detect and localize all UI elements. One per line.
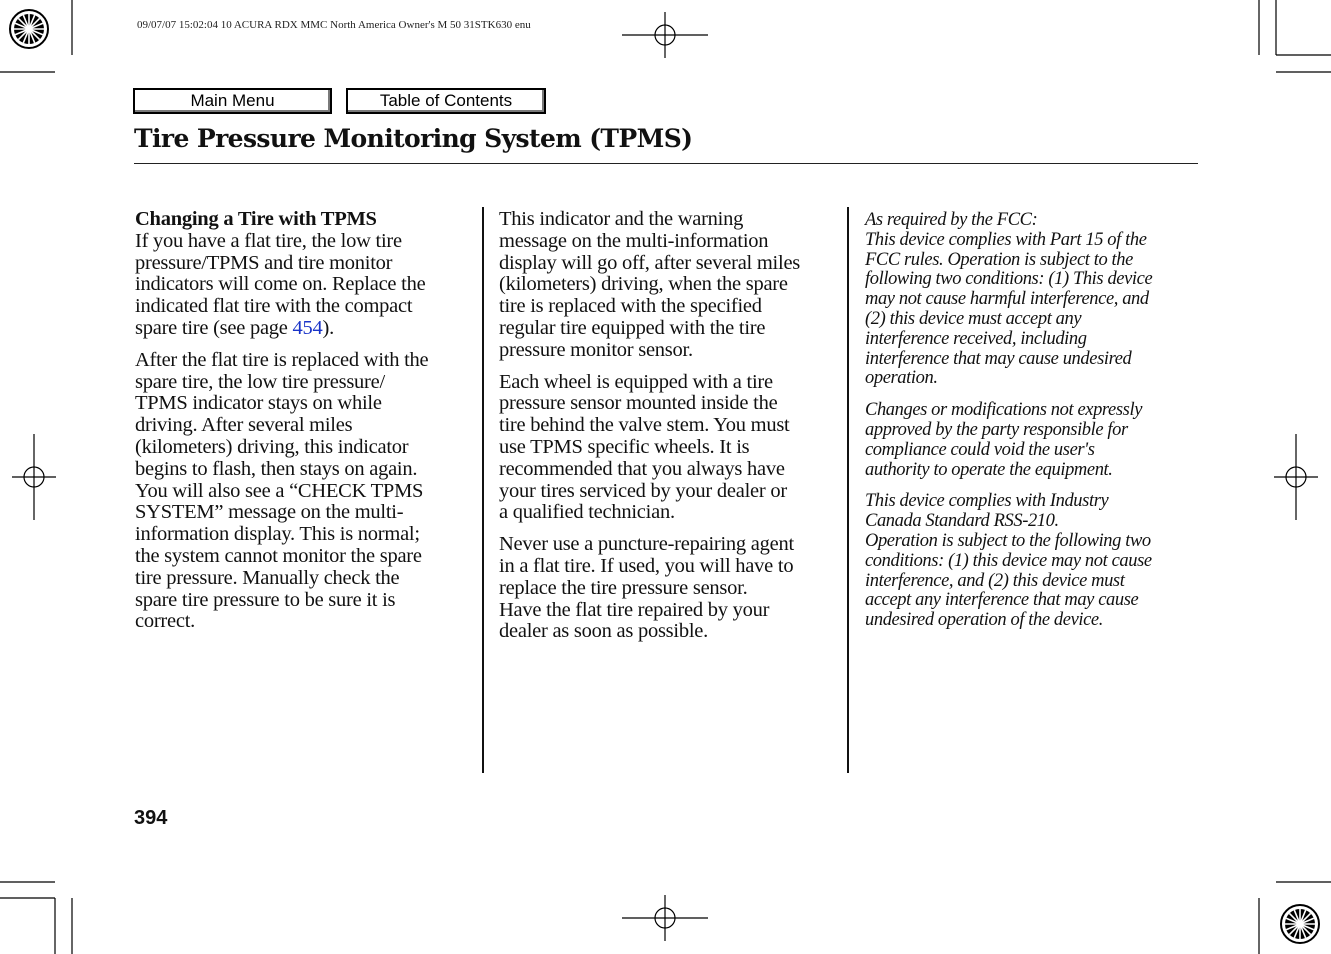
- text-line: display will go off, after several miles: [499, 251, 801, 274]
- star-target-top-left: [10, 10, 48, 48]
- text-line: your tires serviced by your dealer or: [499, 479, 787, 502]
- text-line: use TPMS specific wheels. It is: [499, 435, 750, 458]
- text-line: interference that may cause undesired: [865, 348, 1132, 369]
- text-line: (kilometers) driving, when the spare: [499, 273, 788, 296]
- text-line: conditions: (1) this device may not cause: [865, 550, 1152, 571]
- text-line: the system cannot monitor the spare: [135, 544, 422, 567]
- text-line: FCC rules. Operation is subject to the: [865, 249, 1133, 270]
- text-line: operation.: [865, 368, 938, 389]
- section-heading: Changing a Tire with TPMS: [135, 208, 377, 230]
- page-title: Tire Pressure Monitoring System (TPMS): [134, 124, 693, 153]
- star-target-bottom-right: [1281, 905, 1319, 943]
- column-divider-1: [482, 207, 484, 773]
- text-line: correct.: [135, 610, 196, 633]
- title-divider: [134, 163, 1198, 164]
- text-line: pressure sensor mounted inside the: [499, 392, 778, 415]
- text-line: undesired operation of the device.: [865, 610, 1103, 631]
- text-line: (2) this device must accept any: [865, 308, 1082, 329]
- column-2-paragraph-1: [499, 209, 839, 362]
- column-2-paragraph-2: [499, 372, 839, 525]
- text-line: This device complies with Part 15 of the: [865, 229, 1147, 250]
- text-line: After the flat tire is replaced with the: [135, 348, 429, 371]
- text-line: Have the flat tire repaired by your: [499, 598, 770, 621]
- text-line: driving. After several miles: [135, 414, 353, 437]
- column-divider-2: [847, 207, 849, 773]
- text-line: SYSTEM” message on the multi-: [135, 501, 404, 524]
- page-reference-link[interactable]: 454: [292, 316, 323, 339]
- text-line: pressure monitor sensor.: [499, 338, 693, 361]
- text-line: You will also see a “CHECK TPMS: [135, 479, 424, 502]
- text-line: indicated flat tire with the compact: [135, 295, 413, 318]
- text-line: Never use a puncture-repairing agent: [499, 533, 794, 556]
- text-line: Canada Standard RSS-210.: [865, 511, 1059, 532]
- text-line: may not cause harmful interference, and: [865, 289, 1149, 310]
- column-3-paragraph-1: [865, 211, 1203, 389]
- text-line: dealer as soon as possible.: [499, 620, 709, 643]
- text-line: message on the multi-information: [499, 229, 769, 252]
- column-1: [135, 209, 475, 643]
- column-3-fcc-notice: [865, 211, 1203, 643]
- text-line: interference received, including: [865, 328, 1087, 349]
- text-line: replace the tire pressure sensor.: [499, 576, 748, 599]
- text-line: tire is replaced with the specified: [499, 295, 762, 318]
- text-line: This indicator and the warning: [499, 208, 744, 230]
- main-menu-button[interactable]: Main Menu: [133, 88, 332, 114]
- text-line: begins to flash, then stays on again.: [135, 457, 418, 480]
- text-line: spare tire pressure to be sure it is: [135, 588, 396, 611]
- text-line: spare tire, the low tire pressure/: [135, 370, 385, 393]
- text-line: Each wheel is equipped with a tire: [499, 370, 773, 393]
- text-line: As required by the FCC:: [865, 210, 1038, 230]
- page-number: 394: [134, 807, 168, 829]
- column-3-paragraph-3: [865, 492, 1203, 631]
- text-line: TPMS indicator stays on while: [135, 392, 382, 415]
- text-line: indicators will come on. Replace the: [135, 273, 426, 296]
- text-line: in a flat tire. If used, you will have to: [499, 554, 794, 577]
- text-line: regular tire equipped with the tire: [499, 316, 766, 339]
- text-line: authority to operate the equipment.: [865, 459, 1113, 480]
- text-line: Changes or modifications not expressly: [865, 400, 1143, 421]
- text-line: If you have a flat tire, the low tire: [135, 229, 402, 252]
- text-fragment: ).: [322, 316, 334, 339]
- text-line: accept any interference that may cause: [865, 590, 1139, 611]
- table-of-contents-button[interactable]: Table of Contents: [346, 88, 546, 114]
- text-line: information display. This is normal;: [135, 523, 420, 546]
- registration-crosshair-left: [12, 434, 56, 520]
- text-line: compliance could void the user's: [865, 439, 1095, 460]
- column-3-paragraph-2: [865, 401, 1203, 480]
- text-line: following two conditions: (1) This device: [865, 269, 1153, 290]
- text-line: recommended that you always have: [499, 457, 785, 480]
- text-line: [135, 318, 475, 340]
- text-fragment: spare tire (see page: [135, 316, 293, 339]
- column-1-paragraph-2: [135, 350, 475, 633]
- text-line: This device complies with Industry: [865, 491, 1109, 512]
- text-line: interference, and (2) this device must: [865, 570, 1125, 591]
- text-line: approved by the party responsible for: [865, 419, 1128, 440]
- print-meta-line: 09/07/07 15:02:04 10 ACURA RDX MMC North America Owner's M 50 31STK630 enu: [137, 19, 531, 31]
- column-2-paragraph-3: [499, 534, 839, 643]
- registration-crosshair-top: [622, 12, 708, 58]
- registration-crosshair-bottom: [622, 895, 708, 941]
- text-line: tire behind the valve stem. You must: [499, 414, 790, 437]
- text-line: (kilometers) driving, this indicator: [135, 435, 409, 458]
- column-1-paragraph-1: [135, 209, 475, 340]
- registration-crosshair-right: [1274, 434, 1318, 520]
- column-2: [499, 209, 839, 653]
- text-line: pressure/TPMS and tire monitor: [135, 251, 393, 274]
- text-line: tire pressure. Manually check the: [135, 566, 400, 589]
- text-line: Operation is subject to the following two: [865, 530, 1151, 551]
- text-line: a qualified technician.: [499, 501, 675, 524]
